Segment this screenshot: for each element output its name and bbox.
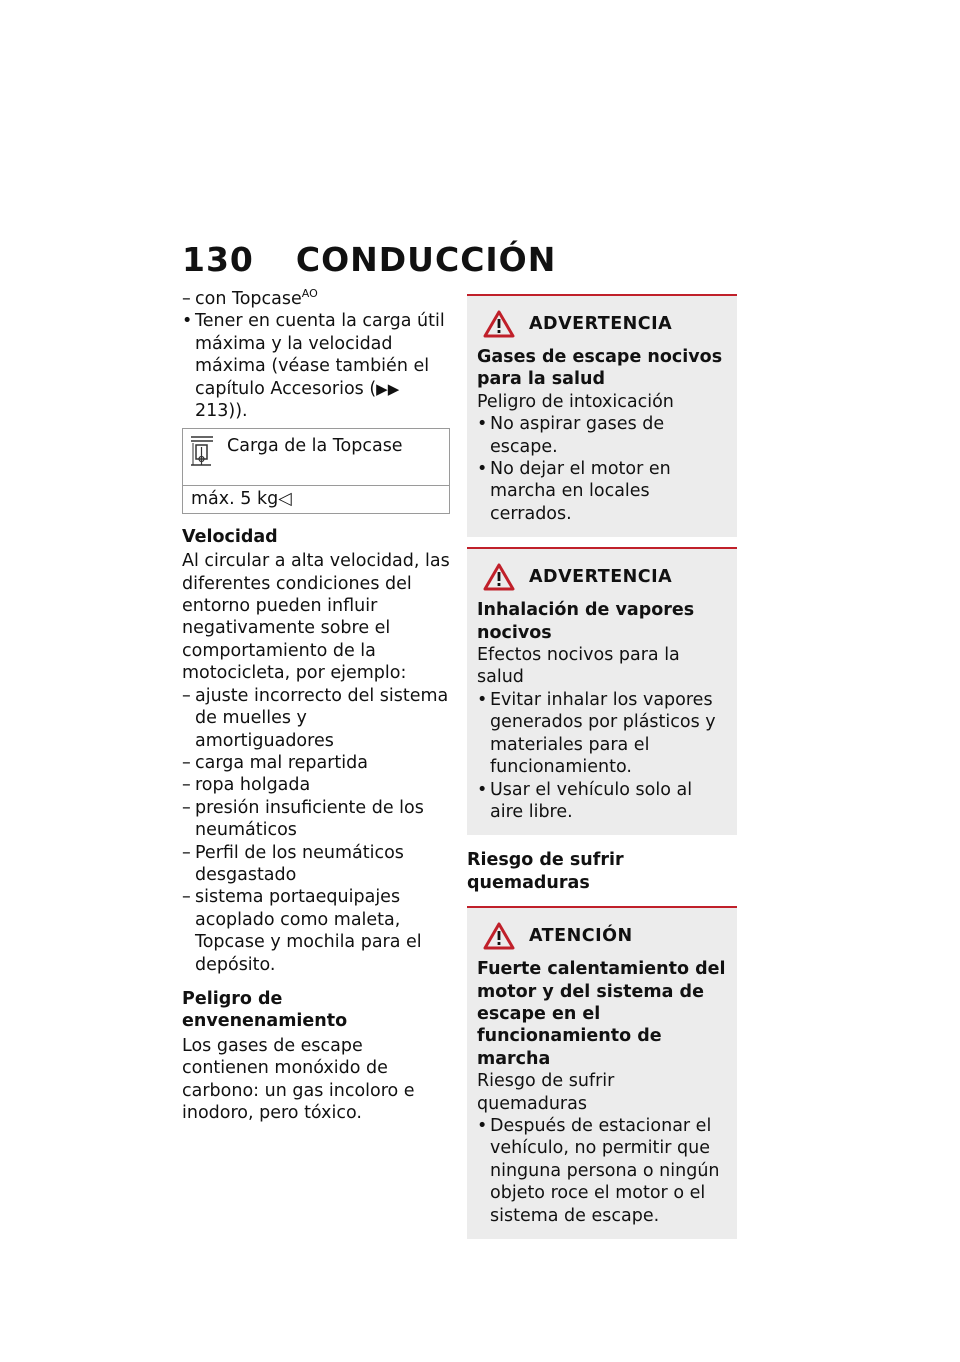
page-reference: 213)). [195, 401, 248, 422]
list-item: – ropa holgada [182, 775, 311, 796]
warning-box [467, 547, 737, 835]
list-item: • Tener en cuenta la carga útil máxima y la velocidad máxima (véase también el capítulo Accesorios (▶▶ 213)). [182, 311, 445, 422]
warning-triangle-icon [483, 922, 515, 950]
caution-title: ATENCIÓN [529, 925, 633, 946]
list-item: – sistema portaequipajes acoplado como maleta, Topcase y mochila para el depósito. [182, 887, 422, 975]
list-item: • Evitar inhalar los vapores generados por plásticos y materiales para el funcionamiento. [477, 689, 716, 778]
list-item: • Después de estacionar el vehículo, no permitir que ninguna persona o ningún objeto roce el motor o el sistema de escape. [477, 1115, 720, 1226]
page-reference-arrow-icon: ▶▶ [376, 379, 400, 398]
speed-list [182, 685, 450, 976]
caution-subtitle: Fuerte calentamiento del motor y del sistema de escape en el funcionamiento de marcha [477, 959, 726, 1069]
caution-risk: Riesgo de sufrir quemaduras [477, 1071, 615, 1114]
speed-heading: Velocidad [182, 526, 278, 547]
section-title: CONDUCCIÓN [295, 240, 557, 279]
page-header [182, 240, 556, 279]
left-column [182, 288, 450, 1124]
bullet-text: Tener en cuenta la carga útil máxima y la velocidad máxima (véase también el capítulo Accesorios [195, 311, 445, 399]
topcase-text: con Topcase [195, 289, 302, 309]
warning-triangle-icon [483, 310, 515, 338]
list-item: • No aspirar gases de escape. [477, 414, 665, 457]
speed-paragraph: Al circular a alta velocidad, las diferentes condiciones del entorno pueden influir negativamente sobre el comportamiento de la motocicleta, por ejemplo: [182, 551, 450, 684]
option-code: AO [301, 287, 318, 301]
list-item: • No dejar el motor en marcha en locales cerrados. [477, 459, 671, 524]
warning-title: ADVERTENCIA [529, 567, 673, 588]
warning-box [467, 294, 737, 537]
topcase-load-icon [187, 435, 227, 475]
list-item [182, 288, 450, 310]
poison-heading: Peligro de envenenamiento [182, 988, 348, 1032]
list-item: – presión insuficiente de los neumáticos [182, 797, 424, 841]
burn-heading: Riesgo de sufrir quemaduras [467, 850, 624, 893]
warning-title: ADVERTENCIA [529, 313, 673, 334]
warning-risk: Efectos nocivos para la salud [477, 645, 680, 688]
warning-subtitle: Gases de escape nocivos para la salud [477, 347, 723, 390]
caution-box [467, 906, 737, 1239]
list-item: – carga mal repartida [182, 752, 368, 773]
list-item: – ajuste incorrecto del sistema de muelles y amortiguadores [182, 685, 449, 751]
spec-value: máx. 5 kg◁ [191, 489, 292, 510]
bullet-marker: • [182, 311, 193, 332]
list-item: – Perfil de los neumáticos desgastado [182, 842, 404, 885]
spec-table [182, 428, 450, 513]
poison-paragraph: Los gases de escape contienen monóxido de carbono: un gas incoloro e inodoro, pero tóxico. [182, 1035, 415, 1123]
warning-triangle-icon [483, 563, 515, 591]
warning-risk: Peligro de intoxicación [477, 391, 674, 412]
spec-label: Carga de la Topcase [227, 436, 403, 457]
dash-marker: – [182, 289, 191, 309]
right-column [467, 294, 737, 1239]
list-item: • Usar el vehículo solo al aire libre. [477, 779, 693, 822]
warning-subtitle: Inhalación de vapores nocivos [477, 600, 695, 643]
page-number: 130 [182, 240, 254, 279]
